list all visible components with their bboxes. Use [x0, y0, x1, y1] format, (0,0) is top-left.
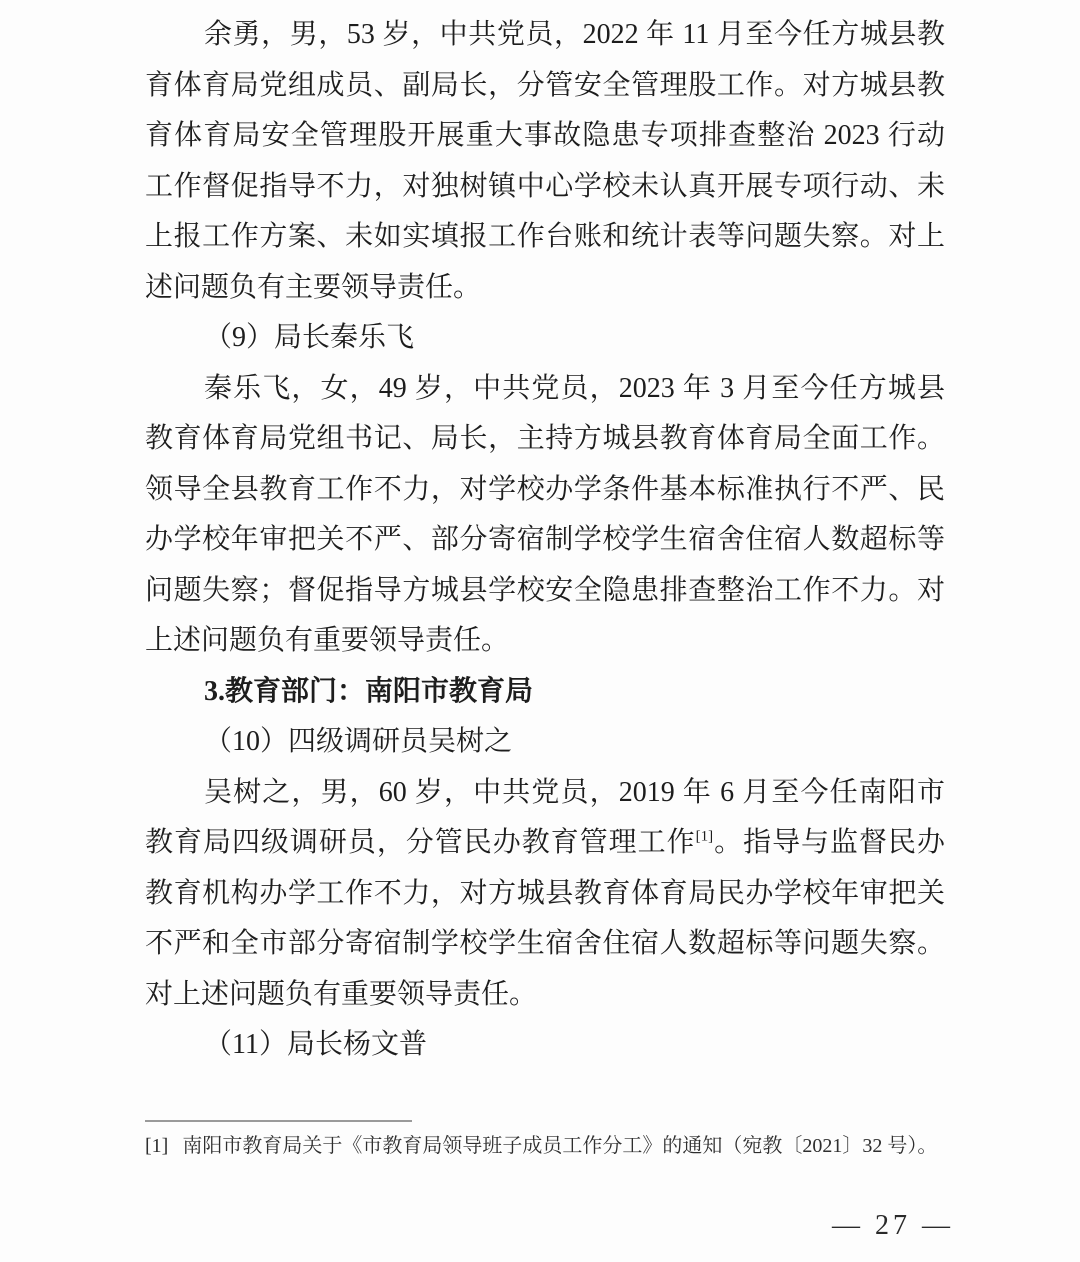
text-line: 问题失察；督促指导方城县学校安全隐患排查整治工作不力。对	[145, 574, 945, 606]
page-number: — 27 —	[832, 1210, 954, 1241]
text-line: 余勇，男，53 岁，中共党员，2022 年 11 月至今任方城县教	[204, 19, 945, 50]
document-body	[145, 10, 945, 1071]
text-line: 上报工作方案、未如实填报工作台账和统计表等问题失察。对上	[145, 221, 945, 252]
footnote	[145, 1130, 975, 1162]
footnote-text: 南阳市教育局关于《市教育局领导班子成员工作分工》的通知（宛教〔2021〕32 号）。	[182, 1135, 938, 1157]
text-line: 吴树之，男，60 岁，中共党员，2019 年 6 月至今任南阳市	[204, 776, 945, 808]
text-line: 工作督促指导不力，对独树镇中心学校未认真开展专项行动、未	[145, 170, 945, 202]
text-line: 秦乐飞，女，49 岁，中共党员，2023 年 3 月至今任方城县	[204, 372, 945, 404]
text-segment: 教育局四级调研员，分管民办教育管理工作	[145, 827, 696, 858]
footnote-marker: [1]	[145, 1135, 169, 1157]
footnote-ref: [1]	[695, 828, 714, 845]
text-line: 教育体育局党组书记、局长，主持方城县教育体育局全面工作。	[145, 423, 945, 454]
footnote-divider	[145, 1120, 412, 1122]
text-segment: 。指导与监督民办	[713, 827, 945, 858]
text-line: 育体育局安全管理股开展重大事故隐患专项排查整治 2023 行动	[145, 120, 945, 151]
text-line	[145, 818, 945, 869]
text-line: （11）局长杨文普	[204, 1029, 427, 1060]
text-line: 办学校年审把关不严、部分寄宿制学校学生宿舍住宿人数超标等	[145, 524, 945, 555]
text-line: 不严和全市部分寄宿制学校学生宿舍住宿人数超标等问题失察。	[145, 928, 945, 959]
section-heading: 3.教育部门：南阳市教育局	[204, 675, 534, 707]
text-line: 领导全县教育工作不力，对学校办学条件基本标准执行不严、民	[145, 473, 945, 505]
text-line: 育体育局党组成员、副局长，分管安全管理股工作。对方城县教	[145, 69, 945, 101]
text-line: （9）局长秦乐飞	[204, 322, 415, 353]
text-line: 对上述问题负有重要领导责任。	[145, 978, 538, 1010]
text-line: （10）四级调研员吴树之	[204, 726, 513, 757]
text-line: 上述问题负有重要领导责任。	[145, 625, 510, 656]
text-line: 教育机构办学工作不力，对方城县教育体育局民办学校年审把关	[145, 877, 945, 909]
text-line: 述问题负有主要领导责任。	[145, 271, 482, 303]
